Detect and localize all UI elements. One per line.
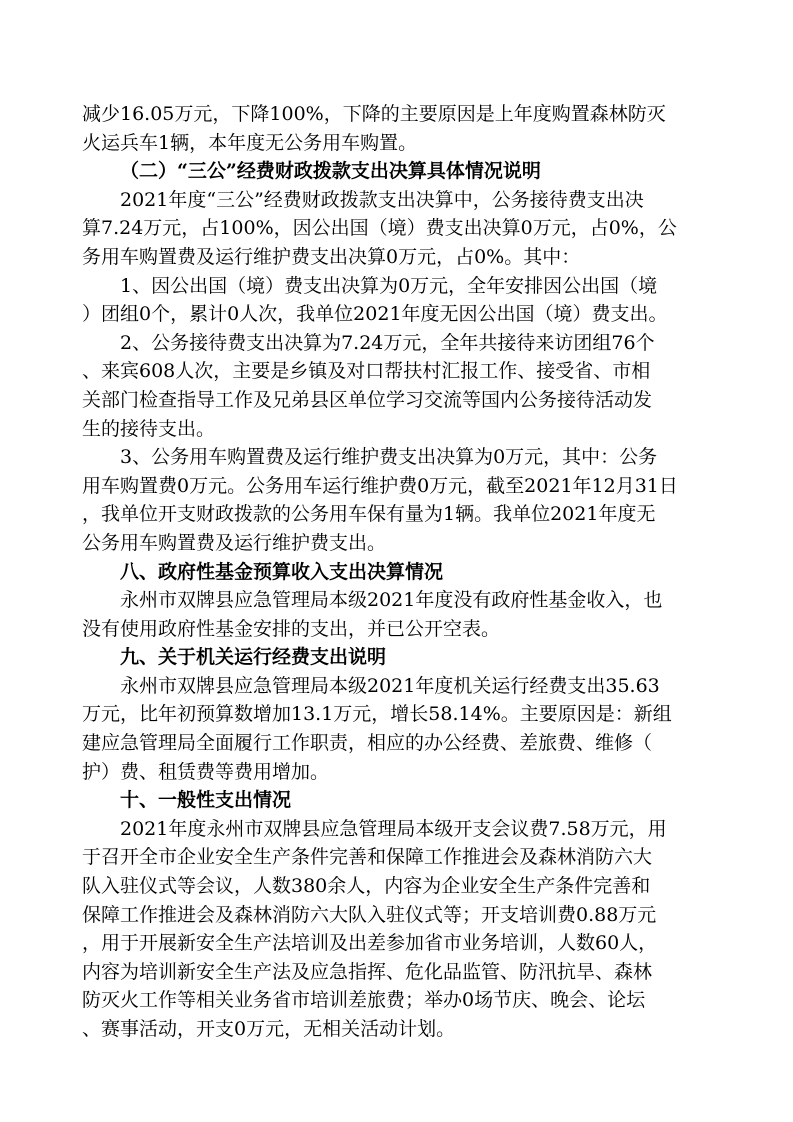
text-line: 永州市双牌县应急管理局本级2021年度机关运行经费支出35.63 (120, 674, 660, 697)
text-line: 防灭火工作等相关业务省市培训差旅费；举办0场节庆、晚会、论坛 (82, 989, 646, 1012)
text-line: 于召开全市企业安全生产条件完善和保障工作推进会及森林消防六大 (82, 846, 653, 869)
text-line: ，我单位开支财政拨款的公务用车保有量为1辆。我单位2021年度无 (82, 503, 656, 526)
text-line: 用车购置费0万元。公务用车运行维护费0万元，截至2021年12月31日 (82, 474, 678, 497)
text-line: ，用于开展新安全生产法培训及出差参加省市业务培训，人数60人， (82, 932, 658, 955)
text-line: 火运兵车1辆，本年度无公务用车购置。 (82, 131, 418, 154)
text-line: 2、公务接待费支出决算为7.24万元，全年共接待来访团组76个 (120, 331, 655, 354)
section-heading: 八、政府性基金预算收入支出决算情况 (120, 560, 444, 583)
text-line: 2021年度永州市双牌县应急管理局本级开支会议费7.58万元，用 (120, 817, 667, 840)
text-line: 内容为培训新安全生产法及应急指挥、危化品监管、防汛抗旱、森林 (82, 960, 653, 983)
text-line: 3、公务用车购置费及运行维护费支出决算为0万元，其中：公务 (120, 446, 658, 469)
section-heading: 九、关于机关运行经费支出说明 (120, 646, 387, 669)
text-line: 2021年度“三公”经费财政拨款支出决算中，公务接待费支出决 (120, 188, 644, 211)
text-line: ）团组0个，累计0人次，我单位2021年度无因公出国（境）费支出。 (82, 303, 668, 326)
document-body (82, 100, 712, 1044)
text-line: 保障工作推进会及森林消防六大队入驻仪式等；开支培训费0.88万元 (82, 903, 657, 926)
text-line: 万元，比年初预算数增加13.1万元，增长58.14%。主要原因是：新组 (82, 703, 672, 726)
text-line: 没有使用政府性基金安排的支出，并已公开空表。 (82, 617, 501, 640)
text-line: 1、因公出国（境）费支出决算为0万元，全年安排因公出国（境 (120, 274, 658, 297)
text-line: 队入驻仪式等会议，人数380余人，内容为企业安全生产条件完善和 (82, 875, 651, 898)
text-line: 建应急管理局全面履行工作职责，相应的办公经费、差旅费、维修（ (82, 732, 653, 755)
section-heading: （二）“三公”经费财政拨款支出决算具体情况说明 (120, 160, 541, 183)
text-line: 护）费、租赁费等费用增加。 (82, 760, 330, 783)
text-line: 生的接待支出。 (82, 417, 216, 440)
text-line: 减少16.05万元，下降100%，下降的主要原因是上年度购置森林防灭 (82, 103, 666, 125)
text-line: 永州市双牌县应急管理局本级2021年度没有政府性基金收入，也 (120, 589, 663, 612)
text-line: 、赛事活动，开支0万元，无相关活动计划。 (82, 1018, 456, 1040)
section-heading: 十、一般性支出情况 (120, 789, 292, 812)
text-line: 算7.24万元，占100%，因公出国（境）费支出决算0万元，占0%，公 (82, 217, 677, 240)
text-line: 公务用车购置费及运行维护费支出。 (82, 531, 387, 554)
text-line: 务用车购置费及运行维护费支出决算0万元，占0%。其中： (82, 245, 581, 268)
text-line: 、来宾608人次，主要是乡镇及对口帮扶村汇报工作、接受省、市相 (82, 360, 651, 383)
text-line: 关部门检查指导工作及兄弟县区单位学习交流等国内公务接待活动发 (82, 388, 653, 411)
